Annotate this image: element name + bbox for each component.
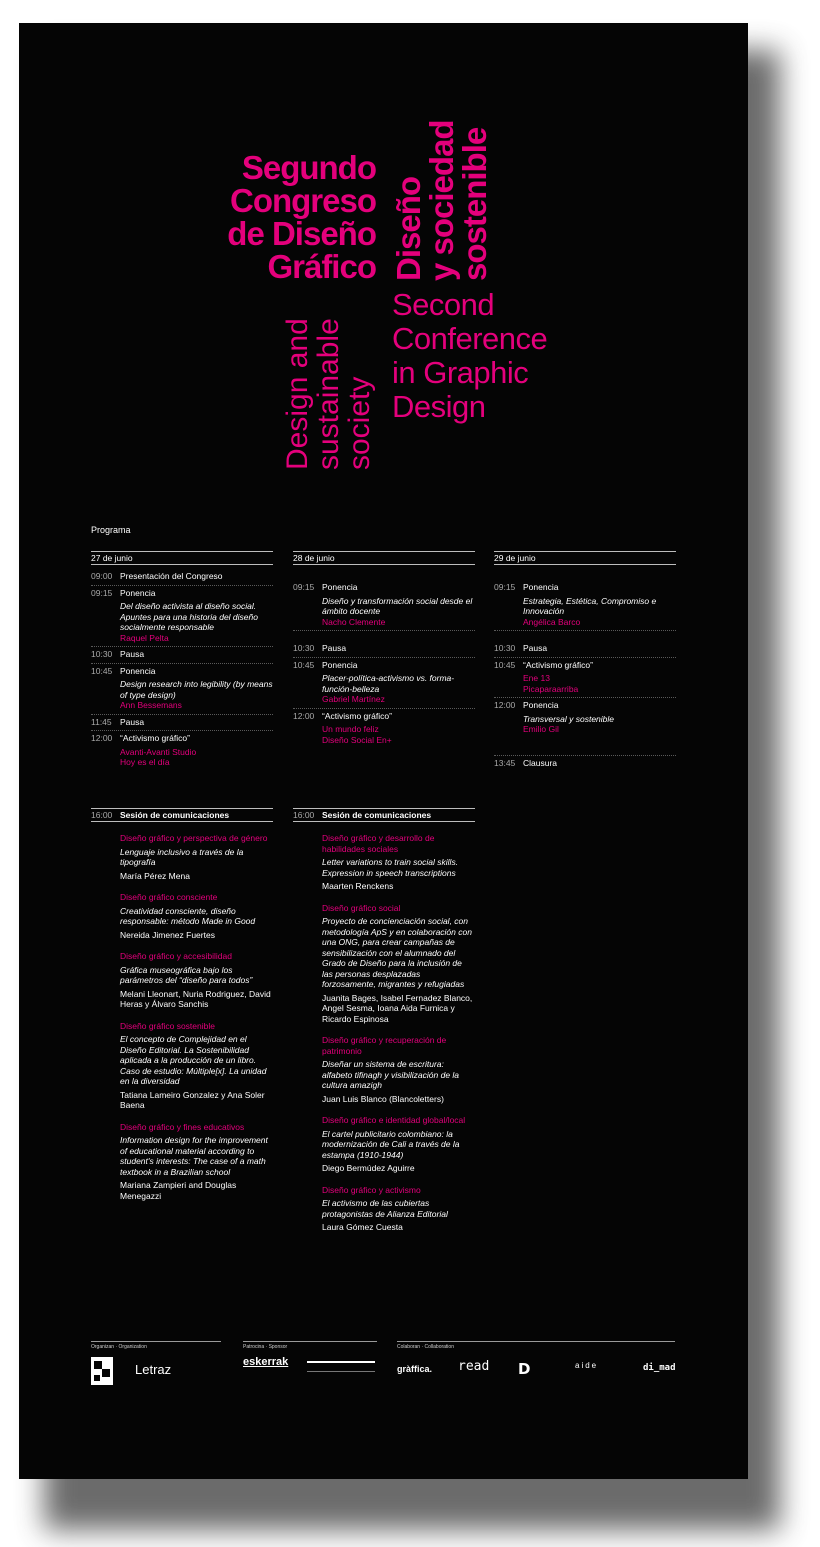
talk: Diseño gráfico y activismo El activismo de las cubiertas protagonistas de Alianza Editorial Laura Gómez Cuesta	[322, 1184, 448, 1232]
dimad-logo: di_mad	[643, 1363, 676, 1373]
event: 09:15 Ponencia Estrategia, Estética, Compromiso e Innovación Angélica Barco	[494, 580, 676, 631]
event: 13:45 Clausura	[494, 757, 558, 768]
d-logo: D	[518, 1360, 531, 1378]
event: 10:30 Pausa	[293, 641, 475, 658]
talk: Diseño gráfico y recuperación de patrimonio Diseñar un sistema de escritura: alfabeto tifinagh y visibilización de la cultura amazigh Juan Luis Blanco (Blancoletters)	[322, 1035, 460, 1104]
session-header: 16:00 Sesión de comunicaciones	[91, 808, 273, 822]
footer-sponsor	[243, 1341, 377, 1350]
event: 11:45 Pausa	[91, 715, 273, 732]
event: 10:45 Ponencia Design research into legibility (by means of type design) Ann Bessemans	[91, 664, 273, 715]
event: 10:45 Ponencia Placer-política-activismo vs. forma-función-belleza Gabriel Martínez	[293, 658, 475, 709]
event: 12:00 “Activismo gráfico” Avanti-Avanti Studio Hoy es el día	[91, 733, 197, 767]
event: 10:30 Pausa	[494, 641, 676, 658]
event: 09:15 Ponencia Diseño y transformación social desde el ámbito docente Nacho Clemente	[293, 580, 475, 631]
day-header: 27 de junio	[91, 551, 273, 565]
footer-patrocina-label: Patrocina · Sponsor	[243, 1344, 288, 1350]
footer-organizers	[91, 1341, 221, 1350]
session-column-1	[91, 808, 273, 1201]
title-english: Second Conference in Graphic Design	[392, 287, 548, 424]
talk: Diseño gráfico e identidad global/local El cartel publicitario colombiano: la modernización de Cali a través de la estampa (1910-1944) Diego Bermúdez Aguirre	[322, 1115, 466, 1173]
graffica-logo: gràffica.	[397, 1364, 433, 1374]
event: 10:30 Pausa	[91, 647, 273, 664]
eskerrak-logo: eskerrak	[243, 1356, 289, 1368]
day-header: 29 de junio	[494, 551, 676, 565]
session-column-2	[293, 808, 475, 1233]
event: 09:00 Presentación del Congreso	[91, 569, 273, 586]
title-spanish: Segundo Congreso de Diseño Gráfico	[227, 149, 376, 285]
talk: Diseño gráfico y fines educativos Information design for the improvement of educational material according to student's interests: The case of a math textbook in a Brazilian school Mariana Zampieri and Douglas Menegazzi	[120, 1121, 268, 1201]
theme-english: Design and sustainable society	[281, 318, 376, 470]
event: 09:15 Ponencia Del diseño activista al diseño social. Apuntes para una historia del diseño socialmente responsable Raquel Pelta	[91, 586, 273, 648]
aide-logo: aide	[575, 1361, 599, 1370]
sponsor-logos-strip	[307, 1361, 375, 1372]
footer-colaboran-label: Colaboran · Collaboration	[397, 1344, 454, 1350]
poster	[19, 23, 748, 1479]
day-column-27	[91, 551, 273, 771]
organizer-logo-mark	[91, 1357, 113, 1385]
event: 10:45 “Activismo gráfico” Ene 13 Picaparaarriba	[494, 658, 676, 699]
talk: Diseño gráfico social Proyecto de concienciación social, con metodología ApS y en colaboración con una ONG, para crear campañas de sensibilización con el alumnado del Grado de Diseño para la inclusión de las personas desplazadas forzosamente, migrantes y refugiadas Juanita Bages, Isabel Fernadez Blanco, Angel Sesma, Ioana Aida Furnica y Ricardo Espinosa	[322, 902, 473, 1024]
talk: Diseño gráfico y perspectiva de género Lenguaje inclusivo a través de la tipografía María Pérez Mena	[120, 833, 268, 881]
day-column-28	[293, 551, 475, 748]
footer-collaborators	[397, 1341, 675, 1350]
event: 12:00 “Activismo gráfico” Un mundo feliz Diseño Social En+	[293, 710, 392, 745]
day-column-29	[494, 551, 676, 771]
talk: Diseño gráfico y desarrollo de habilidades sociales Letter variations to train social skills. Expression in speech transcriptions Maarten Renckens	[322, 833, 459, 891]
talk: Diseño gráfico y accesibilidad Gráfica museográfica bajo los parámetros del “diseño para todos” Melani Lleonart, Nuria Rodriguez, David Heras y Álvaro Sanchis	[120, 951, 271, 1009]
footer-organizan-label: Organizan · Organization	[91, 1344, 147, 1350]
day-header: 28 de junio	[293, 551, 475, 565]
talk: Diseño gráfico sostenible El concepto de Complejidad en el Diseño Editorial. La Sostenibilidad aplicada a la producción de un libro. Caso de estudio: Múltiple[x]. La unidad en la diversidad Tatiana Lameiro Gonzalez y Ana Soler Baena	[120, 1020, 267, 1110]
letraz-logo: Letraz	[135, 1362, 172, 1377]
theme-spanish: Diseño y sociedad sostenible	[390, 120, 493, 281]
session-header: 16:00 Sesión de comunicaciones	[293, 808, 475, 822]
talk: Diseño gráfico consciente Creatividad consciente, diseño responsable: método Made in Good Nereida Jimenez Fuertes	[120, 892, 256, 940]
programa-label: Programa	[91, 525, 131, 535]
event: 12:00 Ponencia Transversal y sostenible Emilio Gil	[494, 698, 676, 756]
read-logo: read	[458, 1359, 490, 1374]
